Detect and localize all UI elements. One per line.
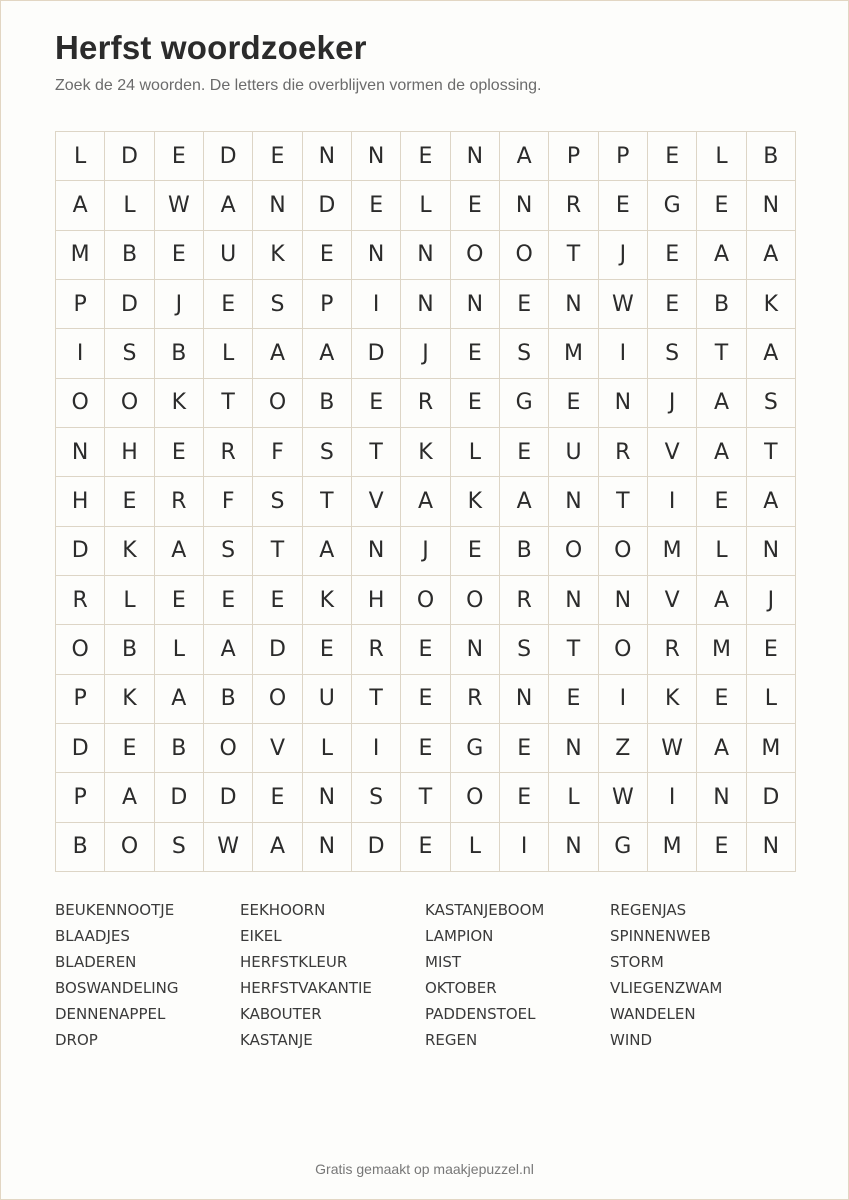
grid-cell[interactable]: P [599,132,648,181]
grid-cell[interactable]: N [352,231,401,280]
grid-cell[interactable]: I [599,675,648,724]
grid-cell[interactable]: A [155,675,204,724]
grid-cell[interactable]: I [648,477,697,526]
grid-cell[interactable]: E [697,823,746,872]
grid-cell[interactable]: H [105,428,154,477]
word-list-item: STORM [610,953,664,971]
grid-cell[interactable]: A [204,625,253,674]
grid-cell[interactable]: L [105,576,154,625]
grid-cell[interactable]: E [253,576,302,625]
grid-cell[interactable]: K [303,576,352,625]
grid-cell[interactable]: R [155,477,204,526]
grid-cell[interactable]: R [549,181,598,230]
grid-cell[interactable]: A [747,329,796,378]
grid-cell[interactable]: K [648,675,697,724]
grid-cell[interactable]: O [204,724,253,773]
grid-cell[interactable]: E [648,231,697,280]
grid-cell[interactable]: E [648,280,697,329]
grid-cell[interactable]: N [451,280,500,329]
grid-cell[interactable]: D [204,132,253,181]
grid-cell[interactable]: D [105,280,154,329]
grid-cell[interactable]: L [401,181,450,230]
grid-cell[interactable]: I [648,773,697,822]
grid-cell[interactable]: V [253,724,302,773]
grid-cell[interactable]: W [204,823,253,872]
grid-cell[interactable]: N [303,132,352,181]
grid-cell[interactable]: R [56,576,105,625]
grid-cell[interactable]: M [648,527,697,576]
grid-cell[interactable]: J [747,576,796,625]
grid-cell[interactable]: T [747,428,796,477]
grid-cell[interactable]: H [56,477,105,526]
footer-credit: Gratis gemaakt op maakjepuzzel.nl [315,1161,534,1177]
grid-cell[interactable]: N [500,675,549,724]
grid-cell[interactable]: N [599,576,648,625]
word-list-item: PADDENSTOEL [425,1005,536,1023]
grid-cell[interactable]: O [105,379,154,428]
grid-cell[interactable]: B [155,724,204,773]
grid-cell[interactable]: E [155,231,204,280]
letter-grid [55,131,796,872]
grid-cell[interactable]: O [500,231,549,280]
word-list-item: KASTANJE [240,1031,313,1049]
grid-cell[interactable]: N [747,823,796,872]
grid-cell[interactable]: E [155,428,204,477]
grid-cell[interactable]: F [204,477,253,526]
grid-cell[interactable]: E [451,379,500,428]
grid-cell[interactable]: K [105,675,154,724]
grid-cell[interactable]: O [451,231,500,280]
grid-cell[interactable]: J [401,329,450,378]
grid-cell[interactable]: O [401,576,450,625]
word-list-item: DROP [55,1031,98,1049]
grid-cell[interactable]: E [451,181,500,230]
grid-cell[interactable]: N [599,379,648,428]
grid-cell[interactable]: R [401,379,450,428]
grid-cell[interactable]: T [352,428,401,477]
grid-cell[interactable]: D [56,724,105,773]
grid-cell[interactable]: J [401,527,450,576]
grid-cell[interactable]: S [253,477,302,526]
grid-cell[interactable]: O [253,675,302,724]
grid-cell[interactable]: E [747,625,796,674]
grid-cell[interactable]: N [401,231,450,280]
grid-cell[interactable]: D [747,773,796,822]
grid-cell[interactable]: O [549,527,598,576]
grid-cell[interactable]: R [352,625,401,674]
grid-cell[interactable]: L [697,132,746,181]
grid-cell[interactable]: B [303,379,352,428]
grid-cell[interactable]: M [549,329,598,378]
grid-cell[interactable]: N [352,132,401,181]
grid-cell[interactable]: W [155,181,204,230]
grid-cell[interactable]: T [549,231,598,280]
grid-cell[interactable]: S [500,329,549,378]
grid-cell[interactable]: S [303,428,352,477]
grid-cell[interactable]: T [599,477,648,526]
grid-cell[interactable]: N [401,280,450,329]
grid-cell[interactable]: N [303,823,352,872]
word-list-item: MIST [425,953,462,971]
grid-cell[interactable]: M [747,724,796,773]
grid-cell[interactable]: P [303,280,352,329]
grid-cell[interactable]: E [401,823,450,872]
grid-cell[interactable]: G [500,379,549,428]
grid-cell[interactable]: K [105,527,154,576]
grid-cell[interactable]: L [451,823,500,872]
grid-cell[interactable]: N [549,724,598,773]
grid-cell[interactable]: A [56,181,105,230]
instructions: Zoek de 24 woorden. De letters die overblijven vormen de oplossing. [55,77,542,94]
grid-cell[interactable]: E [697,675,746,724]
word-list-item: EEKHOORN [240,901,326,919]
grid-cell[interactable]: N [56,428,105,477]
grid-cell[interactable]: E [401,724,450,773]
grid-cell[interactable]: B [105,231,154,280]
grid-cell[interactable]: O [599,527,648,576]
grid-cell[interactable]: A [253,329,302,378]
grid-cell[interactable]: D [56,527,105,576]
grid-cell[interactable]: I [352,724,401,773]
grid-cell[interactable]: V [648,576,697,625]
grid-cell[interactable]: T [204,379,253,428]
grid-cell[interactable]: M [648,823,697,872]
word-list-item: BLADEREN [55,953,137,971]
grid-cell[interactable]: E [303,231,352,280]
word-list-item: KASTANJEBOOM [425,901,545,919]
word-list-item: REGEN [425,1031,478,1049]
grid-cell[interactable]: I [599,329,648,378]
grid-cell[interactable]: O [451,576,500,625]
word-list-item: BLAADJES [55,927,130,945]
word-list-item: VLIEGENZWAM [610,979,723,997]
grid-cell[interactable]: S [500,625,549,674]
grid-cell[interactable]: S [352,773,401,822]
grid-cell[interactable]: E [451,527,500,576]
grid-cell[interactable]: S [105,329,154,378]
grid-cell[interactable]: D [352,329,401,378]
grid-cell[interactable]: O [56,625,105,674]
grid-cell[interactable]: P [56,675,105,724]
grid-cell[interactable]: W [599,280,648,329]
grid-cell[interactable]: S [747,379,796,428]
grid-cell[interactable]: A [697,379,746,428]
grid-cell[interactable]: N [747,527,796,576]
grid-cell[interactable]: B [697,280,746,329]
grid-cell[interactable]: I [500,823,549,872]
grid-cell[interactable]: E [155,576,204,625]
word-list-item: WIND [610,1031,653,1049]
grid-cell[interactable]: S [204,527,253,576]
grid-cell[interactable]: T [352,675,401,724]
grid-cell[interactable]: N [500,181,549,230]
grid-cell[interactable]: E [401,132,450,181]
grid-cell[interactable]: Z [599,724,648,773]
grid-cell[interactable]: L [697,527,746,576]
grid-cell[interactable]: E [500,724,549,773]
grid-cell[interactable]: A [401,477,450,526]
grid-cell[interactable]: P [56,773,105,822]
grid-cell[interactable]: A [747,477,796,526]
grid-cell[interactable]: E [204,280,253,329]
grid-cell[interactable]: L [451,428,500,477]
word-list-item: HERFSTKLEUR [240,953,348,971]
grid-cell[interactable]: A [253,823,302,872]
grid-cell[interactable]: K [451,477,500,526]
grid-cell[interactable]: D [253,625,302,674]
grid-cell[interactable]: G [451,724,500,773]
grid-cell[interactable]: S [155,823,204,872]
grid-cell[interactable]: I [352,280,401,329]
grid-cell[interactable]: N [697,773,746,822]
grid-cell[interactable]: N [549,576,598,625]
grid-cell[interactable]: E [303,625,352,674]
grid-cell[interactable]: K [155,379,204,428]
grid-cell[interactable]: E [549,675,598,724]
grid-cell[interactable]: E [500,428,549,477]
grid-cell[interactable]: E [648,132,697,181]
grid-cell[interactable]: V [648,428,697,477]
grid-cell[interactable]: B [56,823,105,872]
grid-cell[interactable]: D [105,132,154,181]
grid-cell[interactable]: K [253,231,302,280]
grid-cell[interactable]: D [303,181,352,230]
grid-cell[interactable]: U [549,428,598,477]
grid-cell[interactable]: K [747,280,796,329]
grid-cell[interactable]: A [500,132,549,181]
grid-cell[interactable]: E [155,132,204,181]
grid-cell[interactable]: P [56,280,105,329]
grid-cell[interactable]: L [747,675,796,724]
grid-cell[interactable]: G [599,823,648,872]
grid-cell[interactable]: B [500,527,549,576]
grid-cell[interactable]: R [451,675,500,724]
grid-cell[interactable]: B [105,625,154,674]
grid-cell[interactable]: E [697,181,746,230]
word-list-item: OKTOBER [425,979,497,997]
grid-cell[interactable]: O [451,773,500,822]
grid-cell[interactable]: J [155,280,204,329]
grid-cell[interactable]: V [352,477,401,526]
grid-cell[interactable]: S [253,280,302,329]
grid-cell[interactable]: L [303,724,352,773]
grid-cell[interactable]: A [500,477,549,526]
grid-cell[interactable]: L [155,625,204,674]
grid-cell[interactable]: A [303,527,352,576]
grid-cell[interactable]: R [500,576,549,625]
grid-cell[interactable]: R [599,428,648,477]
grid-cell[interactable]: E [105,724,154,773]
grid-cell[interactable]: F [253,428,302,477]
grid-cell[interactable]: E [352,181,401,230]
grid-cell[interactable]: N [352,527,401,576]
grid-cell[interactable]: N [451,625,500,674]
grid-cell[interactable]: D [352,823,401,872]
grid-cell[interactable]: A [697,428,746,477]
word-list-item: EIKEL [240,927,282,945]
grid-cell[interactable]: T [401,773,450,822]
grid-cell[interactable]: B [204,675,253,724]
grid-cell[interactable]: L [56,132,105,181]
grid-cell[interactable]: E [401,625,450,674]
grid-cell[interactable]: O [253,379,302,428]
grid-cell[interactable]: E [253,132,302,181]
grid-cell[interactable]: E [500,773,549,822]
grid-cell[interactable]: K [401,428,450,477]
word-list-item: BEUKENNOOTJE [55,901,175,919]
grid-cell[interactable]: N [747,181,796,230]
grid-cell[interactable]: N [253,181,302,230]
grid-cell[interactable]: E [253,773,302,822]
grid-cell[interactable]: A [697,231,746,280]
grid-cell[interactable]: R [648,625,697,674]
grid-cell[interactable]: N [549,280,598,329]
grid-cell[interactable]: S [648,329,697,378]
grid-cell[interactable]: E [105,477,154,526]
grid-cell[interactable]: A [697,724,746,773]
grid-cell[interactable]: J [648,379,697,428]
word-list-item: LAMPION [425,927,494,945]
grid-cell[interactable]: E [204,576,253,625]
grid-cell[interactable]: A [747,231,796,280]
grid-cell[interactable]: O [599,625,648,674]
grid-cell[interactable]: E [599,181,648,230]
grid-cell[interactable]: E [697,477,746,526]
grid-cell[interactable]: J [599,231,648,280]
grid-cell[interactable]: T [549,625,598,674]
grid-cell[interactable]: M [697,625,746,674]
grid-cell[interactable]: T [303,477,352,526]
grid-cell[interactable]: U [204,231,253,280]
grid-cell[interactable]: I [56,329,105,378]
grid-cell[interactable]: B [747,132,796,181]
grid-cell[interactable]: E [401,675,450,724]
word-list-item: DENNENAPPEL [55,1005,166,1023]
grid-cell[interactable]: N [303,773,352,822]
grid-cell[interactable]: G [648,181,697,230]
grid-cell[interactable]: A [105,773,154,822]
grid-cell[interactable]: A [303,329,352,378]
grid-cell[interactable]: R [204,428,253,477]
grid-cell[interactable]: H [352,576,401,625]
word-list-item: BOSWANDELING [55,979,179,997]
grid-cell[interactable]: N [451,132,500,181]
grid-cell[interactable]: L [105,181,154,230]
word-list-item: HERFSTVAKANTIE [240,979,372,997]
grid-cell[interactable]: W [599,773,648,822]
grid-cell[interactable]: O [56,379,105,428]
grid-cell[interactable]: T [253,527,302,576]
grid-cell[interactable]: L [204,329,253,378]
word-list-item: KABOUTER [240,1005,322,1023]
grid-cell[interactable]: W [648,724,697,773]
grid-cell[interactable]: A [697,576,746,625]
word-list [55,899,815,1055]
grid-cell[interactable]: T [697,329,746,378]
grid-cell[interactable]: E [451,329,500,378]
grid-cell[interactable]: P [549,132,598,181]
grid-cell[interactable]: B [155,329,204,378]
grid-cell[interactable]: U [303,675,352,724]
word-list-item: SPINNENWEB [610,927,711,945]
grid-cell[interactable]: E [549,379,598,428]
word-list-item: WANDELEN [610,1005,696,1023]
grid-cell[interactable]: E [500,280,549,329]
grid-cell[interactable]: D [155,773,204,822]
grid-cell[interactable]: N [549,477,598,526]
grid-cell[interactable]: D [204,773,253,822]
grid-cell[interactable]: O [105,823,154,872]
page-title: Herfst woordzoeker [55,29,367,66]
grid-cell[interactable]: L [549,773,598,822]
grid-cell[interactable]: A [155,527,204,576]
grid-cell[interactable]: A [204,181,253,230]
grid-cell[interactable]: E [352,379,401,428]
grid-cell[interactable]: M [56,231,105,280]
word-list-item: REGENJAS [610,901,687,919]
grid-cell[interactable]: N [549,823,598,872]
